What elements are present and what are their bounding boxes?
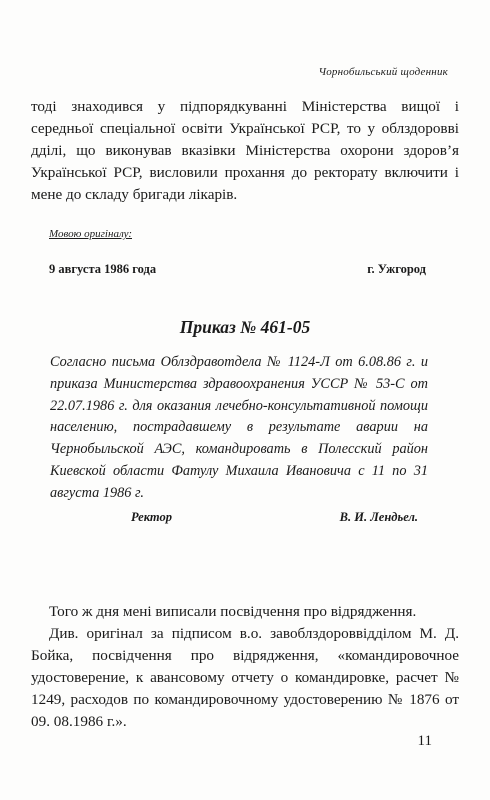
order-title: Приказ № 461-05	[179, 317, 311, 337]
page-number: 11	[417, 733, 432, 749]
running-head: Чорнобильський щоденник	[318, 66, 448, 78]
intro-paragraph: тоді знаходився у підпорядкуванні Міністерства вищої і середньої спеціальної освіти Української РСР, то у облздоровві дділі, що виконував вказівки Міністерства охорони здоров’я Української РСР, висловили прохання до ректорату включити і мене до складу бригади лікарів.	[31, 98, 459, 203]
order-body: Согласно письма Облздравотдела № 1124-Л от 6.08.86 г. и приказа Министерства здравоохранения УССР № 53-С от 22.07.1986 г. для оказания лечебно-консультативной помощи населению, пострадавшему в результате аварии на Чернобыльской АЭС, командировать в Полесский район Киевской области Фатулу Михаила Ивановича с 11 по 31 августа 1986 г.	[50, 354, 428, 501]
signer-role: Ректор	[131, 510, 172, 524]
closing-text	[31, 601, 459, 733]
signer-name: В. И. Лендьел.	[339, 510, 418, 524]
closing-paragraph: Див. оригінал за підписом в.о. завоблздороввідділом М. Д. Бойка, посвідчення про відрядження, «командировочное удостоверение, к авансовому отчету о командировке, расчет № 1249, расходов по командировочному удостоверению № 1876 от 09. 08.1986 г.».	[31, 625, 459, 730]
document-date: 9 августа 1986 года	[49, 262, 157, 276]
closing-paragraph: Того ж дня мені виписали посвідчення про відрядження.	[49, 603, 417, 620]
document-place: г. Ужгород	[367, 262, 426, 276]
original-language-label: Мовою оригіналу:	[49, 228, 132, 240]
